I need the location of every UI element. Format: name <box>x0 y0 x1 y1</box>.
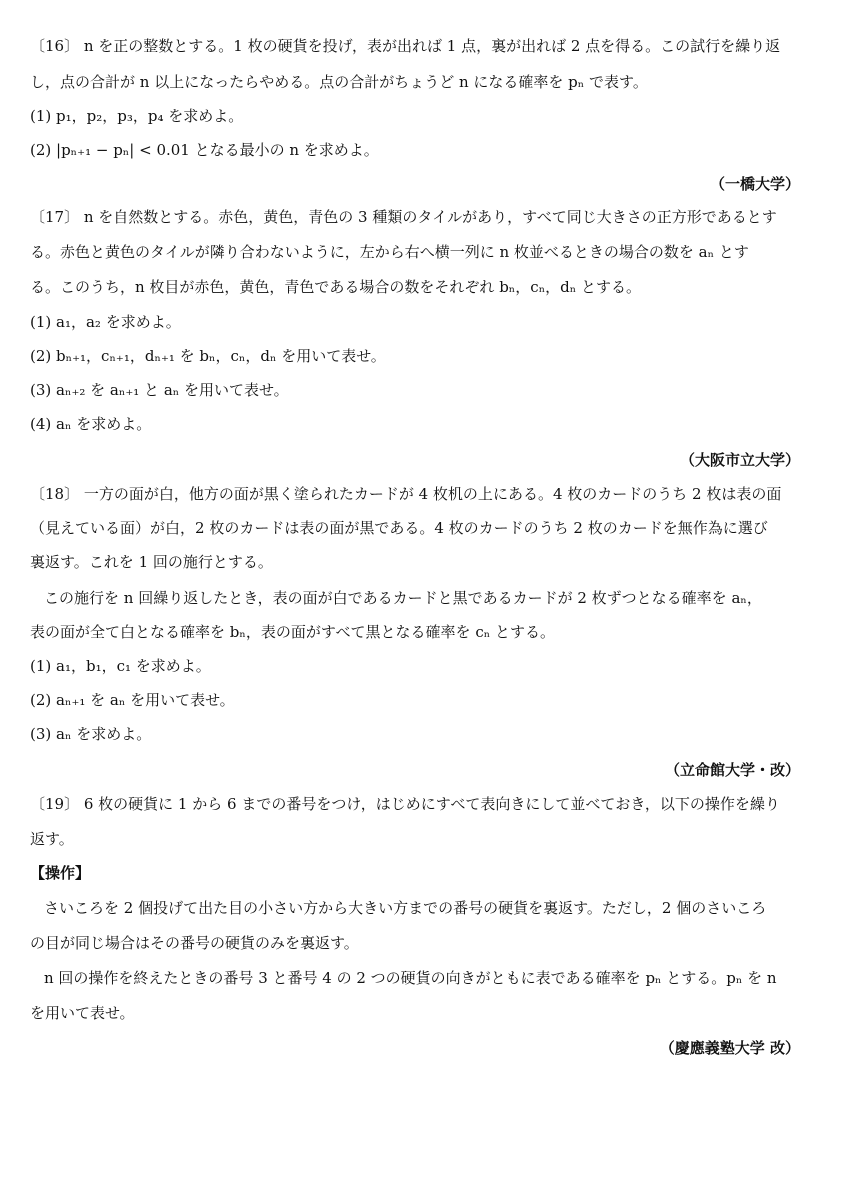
problem-16-source: （一橋大学） <box>709 175 800 193</box>
problem-17-question-4: (4) aₙ を求めよ。 <box>30 415 152 433</box>
problem-17-question-2: (2) bₙ₊₁，cₙ₊₁，dₙ₊₁ を bₙ，cₙ，dₙ を用いて表せ。 <box>30 347 386 365</box>
problem-18-line-2: （見えている面）が白，2 枚のカードは表の面が黒である。4 枚のカードのうち 2 枚のカードを無作為に選び <box>30 519 768 537</box>
problem-17-line-2: る。赤色と黄色のタイルが隣り合わないように，左から右へ横一列に n 枚並べるときの場合の数を aₙ とす <box>30 243 749 261</box>
problem-17-question-3: (3) aₙ₊₂ を aₙ₊₁ と aₙ を用いて表せ。 <box>30 381 289 399</box>
problem-17-source: （大阪市立大学） <box>679 451 800 469</box>
problem-19-line-4: さいころを 2 個投げて出た目の小さい方から大きい方までの番号の硬貨を裏返す。ただし，2 個のさいころ <box>44 899 767 917</box>
problem-19-line-6: n 回の操作を終えたときの番号 3 と番号 4 の 2 つの硬貨の向きがともに表である確率を pₙ とする。pₙ を n <box>44 969 777 987</box>
problem-16-line-1: 〔16〕 n を正の整数とする。1 枚の硬貨を投げ，表が出れば 1 点，裏が出れば 2 点を得る。この試行を繰り返 <box>30 37 781 55</box>
problem-19-source: （慶應義塾大学 改） <box>659 1039 800 1057</box>
problem-18-line-5: 表の面が全て白となる確率を bₙ，表の面がすべて黒となる確率を cₙ とする。 <box>30 623 555 641</box>
problem-16-line-2: し，点の合計が n 以上になったらやめる。点の合計がちょうど n になる確率を pₙ で表す。 <box>30 73 648 91</box>
problem-19-line-5: の目が同じ場合はその番号の硬貨のみを裏返す。 <box>30 934 359 952</box>
problem-17-line-3: る。このうち，n 枚目が赤色，黄色，青色である場合の数をそれぞれ bₙ，cₙ，dₙ とする。 <box>30 278 642 296</box>
problem-19-line-7: を用いて表せ。 <box>30 1004 135 1022</box>
problem-18-question-1: (1) a₁，b₁，c₁ を求めよ。 <box>30 657 211 675</box>
problem-18-line-3: 裏返す。これを 1 回の施行とする。 <box>30 553 273 571</box>
problem-17-question-1: (1) a₁，a₂ を求めよ。 <box>30 313 181 331</box>
problem-16-question-1: (1) p₁，p₂，p₃，p₄ を求めよ。 <box>30 107 244 125</box>
problem-18-source: （立命館大学・改） <box>664 761 800 779</box>
operation-heading: 【操作】 <box>30 864 91 882</box>
problem-19-line-1: 〔19〕 6 枚の硬貨に 1 から 6 までの番号をつけ，はじめにすべて表向きにして並べておき，以下の操作を繰り <box>30 795 780 813</box>
problem-18-line-4: この施行を n 回繰り返したとき，表の面が白であるカードと黒であるカードが 2 枚ずつとなる確率を aₙ， <box>44 589 762 607</box>
problem-18-line-1: 〔18〕 一方の面が白，他方の面が黒く塗られたカードが 4 枚机の上にある。4 枚のカードのうち 2 枚は表の面 <box>30 485 782 503</box>
problem-16-question-2: (2) |pₙ₊₁ − pₙ| < 0.01 となる最小の n を求めよ。 <box>30 141 379 159</box>
problem-18-question-3: (3) aₙ を求めよ。 <box>30 725 152 743</box>
problem-19-line-2: 返す。 <box>30 830 74 848</box>
problem-17-line-1: 〔17〕 n を自然数とする。赤色，黄色，青色の 3 種類のタイルがあり，すべて同じ大きさの正方形であるとす <box>30 208 777 226</box>
problem-18-question-2: (2) aₙ₊₁ を aₙ を用いて表せ。 <box>30 691 235 709</box>
